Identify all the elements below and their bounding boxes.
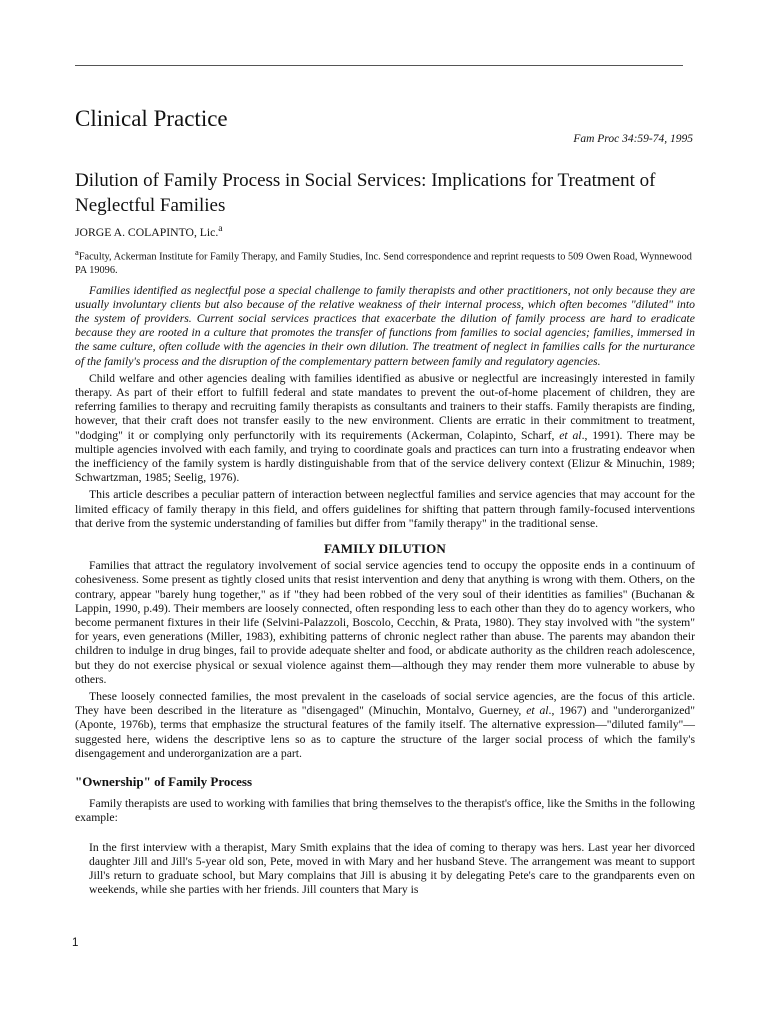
intro-paragraph-1 (75, 372, 695, 486)
journal-citation: Fam Proc 34:59-74, 1995 (573, 133, 693, 145)
abstract: Families identified as neglectful pose a special challenge to family therapists and other practitioners, not only because they are usually involuntary clients but also because of the relative weakness of their internal process, which often becomes "diluted" into the system of providers. Current social services practices that exacerbate the dilution of family process are hard to eradicate because they are rooted in a culture that promotes the transfer of functions from families to social agencies; families, immersed in the same culture, often collude with the agencies in their own dilution. The treatment of neglect in families calls for the nurturance of the family's process and the disruption of the complementary pattern between family and regulatory agencies. (75, 283, 695, 368)
heading-ownership: "Ownership" of Family Process (75, 774, 253, 790)
article-body (75, 168, 695, 900)
intro-p1-text-b: ., 1991). There may be multiple agencies involved with each family, and trying to coordinate goals and practices can turn into a frustrating endeavor when the inefficiency of the family system is hardly distinguishable from that of the service delivery context (Elizur & Minuchin, 1989; Schwartzman, 1985; Seelig, 1976). (75, 428, 695, 485)
heading-family-dilution: FAMILY DILUTION (323, 540, 447, 556)
ownership-paragraph-1: Family therapists are used to working with families that bring themselves to the therapist's office, like the Smiths in the following example: (75, 797, 695, 825)
dilution-p2-emphasis: et al (526, 704, 549, 718)
dilution-p2-text-a: These loosely connected families, the most prevalent in the caseloads of social service agencies, are the focus of this article. They have been described in the literature as "disengaged" (Minuchin, Montalvo, Guerney, (75, 690, 695, 718)
section-heading: Clinical Practice (75, 106, 228, 131)
dilution-paragraph-2 (75, 690, 695, 761)
top-rule (75, 65, 683, 66)
intro-p1-emphasis: et al (559, 428, 582, 442)
page-number: 1 (72, 937, 79, 949)
intro-p1-text-a: Child welfare and other agencies dealing with families identified as abusive or neglectful are increasingly interested in family therapy. As part of their effort to fulfill federal and state mandates to prevent the out-of-home placement of children, they are referring families to therapy and recruiting family therapists as consultants and trainers to their staffs. Family therapists are finding, however, that their craft does not transfer easily to the new environment. Clients are erratic in their commitment to treatment, "dodging" it or complying only perfunctorily with its requirements (Ackerman, Colapinto, Scharf, (75, 371, 695, 442)
dilution-p2-text-b: ., 1967) and "underorganized" (Aponte, 1976b), terms that emphasize the structural features of the family itself. The alternative expression—"diluted family"—suggested here, widens the descriptive lens so as to capture the structure of the larger social process of which the family's disengagement and underorganization are a part. (75, 704, 696, 760)
affiliation-text: Faculty, Ackerman Institute for Family Therapy, and Family Studies, Inc. Send correspondence and reprint requests to 509 Owen Road, Wynnewood PA 19096. (75, 251, 692, 276)
article-title: Dilution of Family Process in Social Services: Implications for Treatment of Neglectful Families (75, 170, 656, 216)
case-example-text: In the first interview with a therapist, Mary Smith explains that the idea of coming to therapy was hers. Last year her divorced daughter Jill and Jill's 5-year old son, Pete, moved in with Mary and her husband Steve. The arrangement was meant to support Jill's return to graduate school, but Mary complains that Jill is abusing it by delegating Pete's care to the grandparents even on weekends, while she parties with her friends. Jill counters that Mary is (89, 840, 695, 897)
author-line (75, 222, 695, 240)
case-example (89, 841, 695, 898)
affiliation-superscript: a (75, 247, 79, 258)
intro-paragraph-2: This article describes a peculiar pattern of interaction between neglectful families and service agencies that may account for the limited efficacy of family therapy in this field, and offers guidelines for shifting that pattern through family-focused interventions that derive from the systemic understanding of families but differ from "family therapy" in the traditional sense. (75, 488, 695, 530)
author-name: JORGE A. COLAPINTO, Lic. (75, 225, 219, 239)
affiliation-note (75, 246, 695, 276)
author-superscript: a (218, 223, 223, 234)
dilution-paragraph-1: Families that attract the regulatory involvement of social service agencies tend to occupy the opposite ends in a continuum of cohesiveness. Some present as tightly closed units that resist intervention and deny that anything is wrong with them. Others, on the contrary, appear "barely hung together," as if "they had been robbed of the very soul of their identities as families" (Buchanan & Lappin, 1990, p.49). Their members are loosely connected, often responding less to each other than they do to agency workers, who become permanent fixtures in their life (Selvini-Palazzoli, Boscolo, Cecchin, & Prata, 1980). They stay involved with "the system" for years, even generations (Miller, 1983), exhibiting patterns of chronic neglect rather than abuse. The parents may abandon their children to indulge in drug binges, fail to provide adequate shelter and food, or abdicate authority as the children reach adolescence, but they do not exercise physical or sexual violence against them—although they may render them more vulnerable to abuse by others. (75, 559, 695, 686)
